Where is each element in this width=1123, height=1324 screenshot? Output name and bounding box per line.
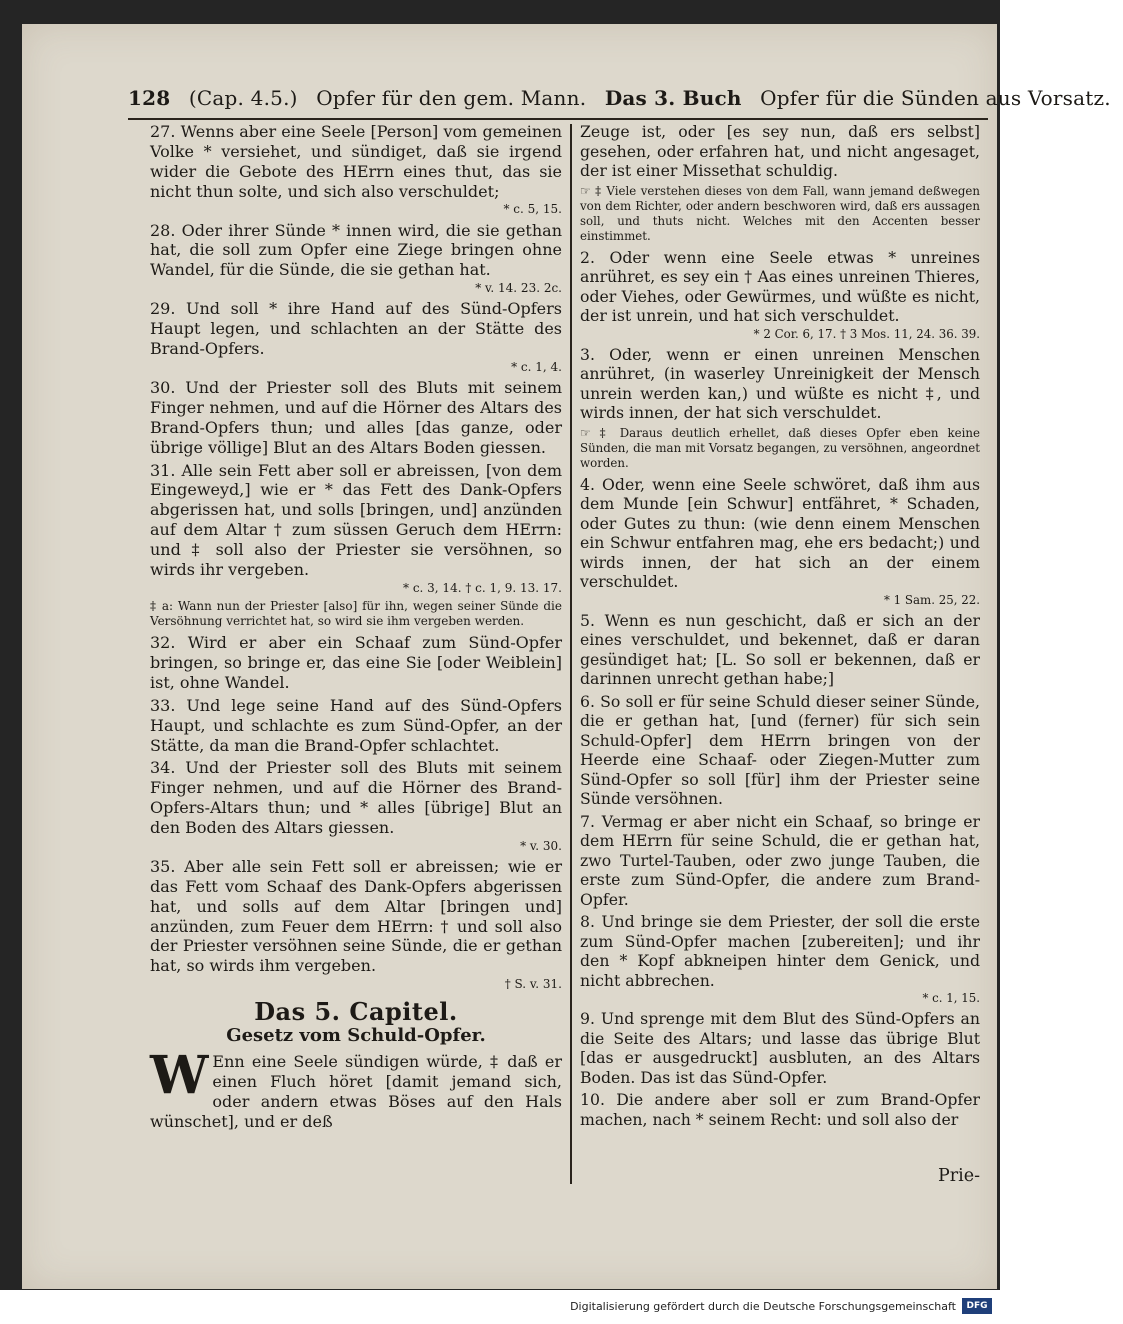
cross-reference: * 2 Cor. 6, 17. † 3 Mos. 11, 24. 36. 39.	[753, 326, 980, 341]
catchword: Prie-	[937, 1166, 980, 1186]
cross-reference: * c. 3, 14. † c. 1, 9. 13. 17.	[403, 580, 562, 595]
verse: 28. Oder ihrer Sünde * innen wird, die sie gethan hat, die soll zum Opfer eine Ziege bringen ohne Wandel, für die Sünde, die sie gethan hat.	[150, 220, 562, 280]
verse: 6. So soll er für seine Schuld dieser seiner Sünde, die er gethan hat, [und (ferner) für sich sein Schuld-Opfer] dem HErrn bringen von der Heerde eine Schaaf- oder Ziegen-Mutter zum Sünd-Opfer so soll [für] ihm der Priester seine Sünde versöhnen.	[580, 691, 980, 808]
footnote: ☞ ‡ Daraus deutlich erhellet, daß dieses Opfer eben keine Sünden, die man mit Vorsatz begangen, zu versöhnen, angeordnet worden.	[580, 425, 980, 470]
verse: 5. Wenn es nun geschicht, daß er sich an der eines verschuldet, und bekennet, daß er daran gesündiget hat; [L. So soll er bekennen, daß er darinnen unrecht gethan habe;]	[580, 610, 980, 688]
footer-bar	[0, 1290, 1000, 1324]
drop-capital: W	[150, 1045, 209, 1107]
chapter-title: Das 5. Capitel.	[254, 997, 458, 1027]
running-head	[128, 86, 1111, 116]
cross-reference: † S. v. 31.	[504, 977, 562, 992]
verse: 29. Und soll * ihre Hand auf des Sünd-Opfers Haupt legen, und schlachten an der Stätte des Brand-Opfers.	[150, 299, 562, 359]
running-head-left-title: Opfer für den gem. Mann.	[316, 86, 587, 110]
right-column-blocks	[580, 122, 980, 1129]
right-column	[580, 122, 980, 1132]
chapter-subtitle: Gesetz vom Schuld-Opfer.	[226, 1025, 486, 1047]
first-verse-text: Enn eine Seele sündigen würde, ‡ daß er einen Fluch höret [damit jemand sich, oder andern etwas Böses auf den Hals wünschet], und er deß	[150, 1052, 562, 1131]
cross-reference: * v. 14. 23. 2c.	[475, 281, 562, 296]
cross-reference: * v. 30.	[520, 838, 562, 853]
header-rule	[128, 118, 988, 120]
verse: 8. Und bringe sie dem Priester, der soll die erste zum Sünd-Opfer machen [zubereiten]; und ihr den * Kopf abkneipen hinter dem Genick, und nicht abbrechen.	[580, 912, 980, 990]
verse: 9. Und sprenge mit dem Blut des Sünd-Opfers an die Seite des Altars; und lasse das übrige Blut [das er ausgedruckt] ausbluten, an des Altars Boden. Das ist das Sünd-Opfer.	[580, 1009, 980, 1087]
running-head-book: Das 3. Buch	[604, 86, 742, 110]
footer-credit: Digitalisierung gefördert durch die Deutsche Forschungsgemeinschaft	[570, 1300, 956, 1313]
page-number: 128	[128, 86, 171, 110]
verse: Zeuge ist, oder [es sey nun, daß ers selbst] gesehen, oder erfahren hat, und nicht angesaget, der ist einer Missethat schuldig.	[580, 122, 980, 180]
chapter-ref: (Cap. 4.5.)	[188, 86, 298, 110]
left-column-blocks	[150, 122, 562, 992]
footnote: ‡ a: Wann nun der Priester [also] für ihn, wegen seiner Sünde die Versöhnung verrichtet hat, so wird sie ihm vergeben werden.	[150, 598, 562, 629]
cross-reference: * c. 1, 15.	[922, 991, 980, 1005]
column-divider	[570, 124, 572, 1184]
verse: 3. Oder, wenn er einen unreinen Menschen anrühret, (in waserley Unreinigkeit der Mensch unrein werden kan,) und wüßte es nicht ‡, und wirds innen, der hat sich verschuldet.	[580, 344, 980, 422]
verse: 27. Wenns aber eine Seele [Person] vom gemeinen Volke * versiehet, und sündiget, daß sie irgend wider die Gebote des HErrn eines thut, das sie nicht thun solte, und sich also verschuldet;	[150, 122, 562, 201]
left-column	[150, 122, 562, 1134]
footnote: ☞ ‡ Viele verstehen dieses von dem Fall, wann jemand deßwegen von dem Richter, oder andern beschworen wird, daß ers aussagen soll, und thuts nicht. Welches mit den Accenten besser einstimmet.	[580, 183, 980, 243]
verse: 34. Und der Priester soll des Bluts mit seinem Finger nehmen, und auf die Hörner des Brand-Opfers-Altars thun; und * alles [übrige] Blut an den Boden des Altars giessen.	[150, 758, 562, 837]
chapter-first-verse	[150, 1045, 562, 1131]
running-head-right-title: Opfer für die Sünden aus Vorsatz.	[760, 86, 1111, 110]
verse: 31. Alle sein Fett aber soll er abreissen, [von dem Eingeweyd,] wie er * das Fett des Dank-Opfers abgerissen hat, und solls [bringen, und] anzünden auf dem Altar † zum süssen Geruch dem HErrn: und ‡ soll also der Priester sie versöhnen, so wirds ihr vergeben.	[150, 460, 562, 579]
verse: 10. Die andere aber soll er zum Brand-Opfer machen, nach * seinem Recht: und soll also der	[580, 1090, 980, 1129]
verse: 7. Vermag er aber nicht ein Schaaf, so bringe er dem HErrn für seine Schuld, die er gethan hat, zwo Turtel-Tauben, oder zwo junge Tauben, die erste zum Sünd-Opfer, die andere zum Brand-Opfer.	[580, 811, 980, 909]
dfg-logo: DFG	[962, 1298, 992, 1314]
cross-reference: * c. 5, 15.	[503, 202, 562, 217]
verse: 4. Oder, wenn eine Seele schwöret, daß ihm aus dem Munde [ein Schwur] entfähret, * Schaden, oder Gutes zu thun: (wie denn einem Menschen ein Schwur entfahren mag, ehe ers bedacht;) und wirds innen, der hat sich an der einem verschuldet.	[580, 474, 980, 591]
verse: 30. Und der Priester soll des Bluts mit seinem Finger nehmen, und auf die Hörner des Altars des Brand-Opfers thun; und alles [das ganze, oder übrige völlige] Blut an des Altars Boden giessen.	[150, 378, 562, 457]
cross-reference: * c. 1, 4.	[511, 359, 562, 374]
cross-reference: * 1 Sam. 25, 22.	[884, 592, 980, 607]
verse: 35. Aber alle sein Fett soll er abreissen; wie er das Fett vom Schaaf des Dank-Opfers abgerissen hat, und solls auf dem Altar [bringen und] anzünden, zum Feuer dem HErrn: † und soll also der Priester versöhnen seine Sünde, die er gethan hat, so wirds ihm vergeben.	[150, 857, 562, 976]
verse: 33. Und lege seine Hand auf des Sünd-Opfers Haupt, und schlachte es zum Sünd-Opfer, an der Stätte, da man die Brand-Opfer schlachtet.	[150, 695, 562, 755]
verse: 32. Wird er aber ein Schaaf zum Sünd-Opfer bringen, so bringe er, das eine Sie [oder Weiblein] ist, ohne Wandel.	[150, 633, 562, 693]
verse: 2. Oder wenn eine Seele etwas * unreines anrühret, es sey ein † Aas eines unreinen Thieres, oder Viehes, oder Gewürmes, und wüßte es nicht, der ist unrein, und hat sich verschuldet.	[580, 247, 980, 325]
